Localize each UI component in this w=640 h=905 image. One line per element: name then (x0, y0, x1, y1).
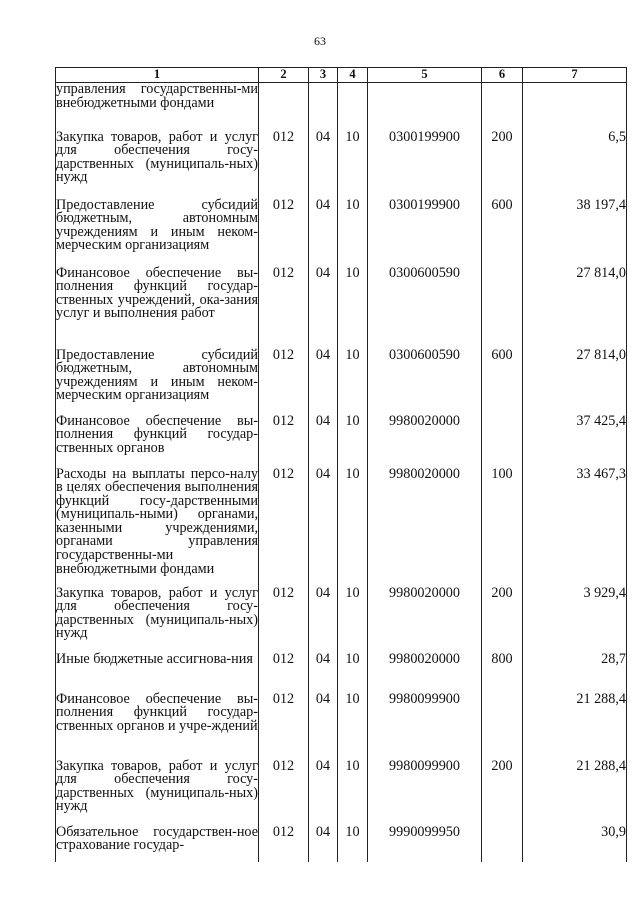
target-article-code: 0300199900 (368, 131, 482, 199)
column-header: 2 (259, 68, 309, 83)
column-header: 6 (482, 68, 523, 83)
expense-name: Финансовое обеспечение вы-полнения функций государ-ственных органов (56, 415, 259, 468)
ministry-code (259, 83, 309, 131)
amount: 27 814,0 (523, 349, 627, 415)
expense-name: Обязательное государствен-ное страхование государ- (56, 826, 259, 862)
expense-name: Финансовое обеспечение вы-полнения функций государ-ственных учреждений, ока-зания услуг и выполнения работ (56, 267, 259, 349)
table-row (56, 415, 627, 468)
section-code: 04 (309, 267, 338, 349)
expense-type-code: 200 (482, 760, 523, 826)
amount (523, 83, 627, 131)
target-article-code: 9980020000 (368, 653, 482, 693)
target-article-code: 0300199900 (368, 199, 482, 267)
section-code: 04 (309, 653, 338, 693)
table-row (56, 267, 627, 349)
ministry-code: 012 (259, 267, 309, 349)
target-article-code: 9980099900 (368, 760, 482, 826)
expense-type-code (482, 693, 523, 760)
target-article-code: 9990099950 (368, 826, 482, 862)
expense-type-code: 100 (482, 468, 523, 587)
section-code: 04 (309, 131, 338, 199)
ministry-code: 012 (259, 826, 309, 862)
expense-name: Предоставление субсидий бюджетным, автономным учреждениям и иным неком-мерческим организациям (56, 349, 259, 415)
ministry-code: 012 (259, 468, 309, 587)
expense-name: Предоставление субсидий бюджетным, автономным учреждениям и иным неком-мерческим организациям (56, 199, 259, 267)
table-row (56, 131, 627, 199)
subsection-code: 10 (338, 760, 368, 826)
column-header: 5 (368, 68, 482, 83)
expense-type-code: 800 (482, 653, 523, 693)
amount: 28,7 (523, 653, 627, 693)
table-row (56, 468, 627, 587)
subsection-code: 10 (338, 826, 368, 862)
expense-name: Расходы на выплаты персо-налу в целях обеспечения выполнения функций госу-дарственными (муниципаль-ными) органами, казенными учреждениями, органами управления государственны-ми внебюджетными фондами (56, 468, 259, 587)
expense-type-code (482, 267, 523, 349)
ministry-code: 012 (259, 131, 309, 199)
amount: 6,5 (523, 131, 627, 199)
subsection-code: 10 (338, 267, 368, 349)
target-article-code: 9980020000 (368, 468, 482, 587)
section-code: 04 (309, 415, 338, 468)
column-header: 3 (309, 68, 338, 83)
expense-type-code: 200 (482, 131, 523, 199)
target-article-code: 9980020000 (368, 415, 482, 468)
expense-type-code (482, 83, 523, 131)
expense-name: Закупка товаров, работ и услуг для обеспечения госу-дарственных (муниципаль-ных) нужд (56, 587, 259, 653)
section-code: 04 (309, 468, 338, 587)
subsection-code: 10 (338, 587, 368, 653)
column-header: 4 (338, 68, 368, 83)
ministry-code: 012 (259, 693, 309, 760)
table-row (56, 653, 627, 693)
column-header: 7 (523, 68, 627, 83)
target-article-code: 0300600590 (368, 349, 482, 415)
section-code (309, 83, 338, 131)
subsection-code: 10 (338, 693, 368, 760)
target-article-code: 0300600590 (368, 267, 482, 349)
budget-table (55, 67, 627, 862)
expense-type-code (482, 826, 523, 862)
expense-name: Закупка товаров, работ и услуг для обеспечения госу-дарственных (муниципаль-ных) нужд (56, 131, 259, 199)
section-code: 04 (309, 760, 338, 826)
table-row (56, 693, 627, 760)
table-row (56, 349, 627, 415)
ministry-code: 012 (259, 760, 309, 826)
subsection-code: 10 (338, 131, 368, 199)
ministry-code: 012 (259, 349, 309, 415)
column-header: 1 (56, 68, 259, 83)
section-code: 04 (309, 587, 338, 653)
section-code: 04 (309, 199, 338, 267)
expense-type-code: 600 (482, 349, 523, 415)
ministry-code: 012 (259, 415, 309, 468)
subsection-code: 10 (338, 653, 368, 693)
subsection-code: 10 (338, 199, 368, 267)
subsection-code: 10 (338, 468, 368, 587)
subsection-code (338, 83, 368, 131)
table-row (56, 83, 627, 131)
section-code: 04 (309, 693, 338, 760)
expense-type-code (482, 415, 523, 468)
ministry-code: 012 (259, 587, 309, 653)
subsection-code: 10 (338, 349, 368, 415)
amount: 30,9 (523, 826, 627, 862)
amount: 21 288,4 (523, 693, 627, 760)
amount: 38 197,4 (523, 199, 627, 267)
subsection-code: 10 (338, 415, 368, 468)
expense-name: Иные бюджетные ассигнова-ния (56, 653, 259, 693)
expense-type-code: 200 (482, 587, 523, 653)
amount: 37 425,4 (523, 415, 627, 468)
amount: 27 814,0 (523, 267, 627, 349)
expense-name: Закупка товаров, работ и услуг для обеспечения госу-дарственных (муниципаль-ных) нужд (56, 760, 259, 826)
ministry-code: 012 (259, 199, 309, 267)
target-article-code (368, 83, 482, 131)
amount: 33 467,3 (523, 468, 627, 587)
ministry-code: 012 (259, 653, 309, 693)
expense-name: управления государственны-ми внебюджетными фондами (56, 83, 259, 131)
amount: 3 929,4 (523, 587, 627, 653)
target-article-code: 9980099900 (368, 693, 482, 760)
section-code: 04 (309, 826, 338, 862)
expense-type-code: 600 (482, 199, 523, 267)
section-code: 04 (309, 349, 338, 415)
table-row (56, 199, 627, 267)
expense-name: Финансовое обеспечение вы-полнения функций государ-ственных органов и учре-ждений (56, 693, 259, 760)
table-row (56, 587, 627, 653)
table-row (56, 826, 627, 862)
table-row (56, 760, 627, 826)
amount: 21 288,4 (523, 760, 627, 826)
page-number: 63 (314, 34, 326, 48)
target-article-code: 9980020000 (368, 587, 482, 653)
